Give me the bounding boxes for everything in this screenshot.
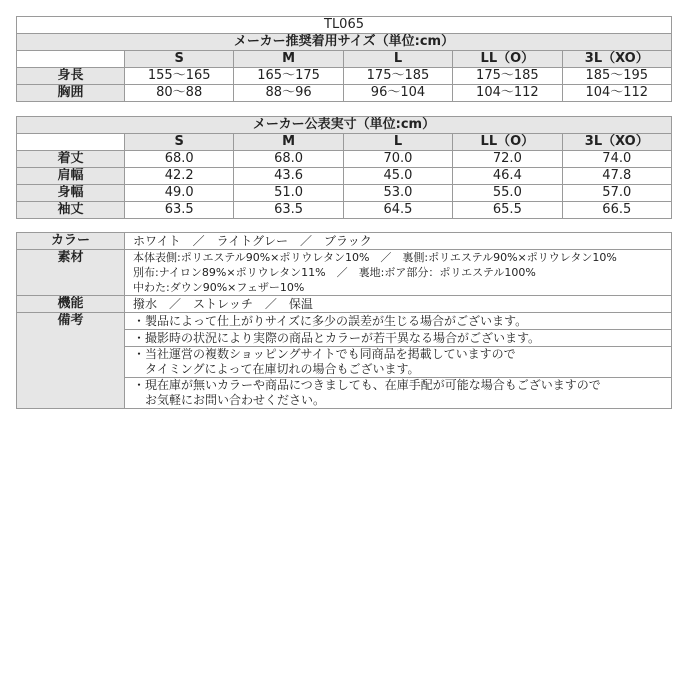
table-cell: 104〜112: [562, 85, 671, 102]
size-header: L: [343, 134, 452, 151]
table-cell: 68.0: [125, 151, 234, 168]
function-value: 撥水 ／ ストレッチ ／ 保温: [125, 296, 672, 313]
table-cell: 80〜88: [125, 85, 234, 102]
table-row: [17, 68, 672, 85]
table-row: [17, 168, 672, 185]
table-cell: 55.0: [453, 185, 562, 202]
material-line: 中わた:ダウン90%×フェザー10%: [133, 281, 305, 294]
actual-size-title: メーカー公表実寸（単位:cm）: [17, 117, 672, 134]
table-cell: 96〜104: [343, 85, 452, 102]
row-label: 備考: [17, 313, 125, 409]
row-label: 機能: [17, 296, 125, 313]
note-line: ・撮影時の状況により実際の商品とカラーが若干異なる場合がございます。: [133, 330, 541, 345]
note-item: [125, 313, 672, 330]
corner-cell: [17, 134, 125, 151]
row-label: 肩幅: [17, 168, 125, 185]
table-cell: 65.5: [453, 202, 562, 219]
product-code: TL065: [17, 17, 672, 34]
table-row: [17, 151, 672, 168]
table-cell: 88〜96: [234, 85, 343, 102]
recommended-size-table: [16, 16, 672, 102]
table-cell: 53.0: [343, 185, 452, 202]
actual-size-table: [16, 116, 672, 219]
table-cell: 63.5: [234, 202, 343, 219]
table-cell: 175〜185: [453, 68, 562, 85]
size-header: S: [125, 134, 234, 151]
note-line: タイミングによって在庫切れの場合もございます。: [133, 362, 420, 376]
table-row: [17, 185, 672, 202]
row-label: 着丈: [17, 151, 125, 168]
table-cell: 185〜195: [562, 68, 671, 85]
table-cell: 175〜185: [343, 68, 452, 85]
note-line: ・製品によって仕上がりサイズに多少の誤差が生じる場合がございます。: [133, 313, 528, 328]
table-cell: 72.0: [453, 151, 562, 168]
size-header: 3L（XO）: [562, 51, 671, 68]
note-item: [125, 347, 672, 378]
table-row: [17, 202, 672, 219]
spec-row-material: [17, 250, 672, 296]
table-cell: 45.0: [343, 168, 452, 185]
row-label: 身幅: [17, 185, 125, 202]
size-header: 3L（XO）: [562, 134, 671, 151]
row-label: 袖丈: [17, 202, 125, 219]
table-cell: 66.5: [562, 202, 671, 219]
spec-row-notes: [17, 313, 672, 330]
table-cell: 51.0: [234, 185, 343, 202]
note-item: [125, 378, 672, 409]
note-item: [125, 330, 672, 347]
spec-row-function: [17, 296, 672, 313]
table-cell: 42.2: [125, 168, 234, 185]
note-line: ・当社運営の複数ショッピングサイトでも同商品を掲載していますので: [133, 347, 516, 361]
row-label: カラー: [17, 233, 125, 250]
material-line: 別布:ナイロン89%×ポリウレタン11% ／ 裏地:ボア部分：ポリエステル100%: [133, 266, 536, 279]
material-line: 本体表側:ポリエステル90%×ポリウレタン10% ／ 裏側:ポリエステル90%×ポリウレタン10%: [133, 251, 617, 264]
corner-cell: [17, 51, 125, 68]
spec-row-color: [17, 233, 672, 250]
table-cell: 57.0: [562, 185, 671, 202]
recommended-size-title: メーカー推奨着用サイズ（単位:cm）: [17, 34, 672, 51]
table-cell: 46.4: [453, 168, 562, 185]
note-line: ・現在庫が無いカラーや商品につきましても、在庫手配が可能な場合もございますので: [133, 378, 601, 392]
size-header: M: [234, 51, 343, 68]
size-header: L: [343, 51, 452, 68]
table-cell: 68.0: [234, 151, 343, 168]
spec-table: [16, 232, 672, 409]
table-cell: 74.0: [562, 151, 671, 168]
size-header: M: [234, 134, 343, 151]
size-header: LL（O）: [453, 134, 562, 151]
size-header: S: [125, 51, 234, 68]
table-cell: 155〜165: [125, 68, 234, 85]
row-label: 胸囲: [17, 85, 125, 102]
color-value: ホワイト ／ ライトグレー ／ ブラック: [125, 233, 672, 250]
table-cell: 70.0: [343, 151, 452, 168]
size-header: LL（O）: [453, 51, 562, 68]
table-cell: 165〜175: [234, 68, 343, 85]
table-cell: 47.8: [562, 168, 671, 185]
table-cell: 64.5: [343, 202, 452, 219]
table-row: [17, 85, 672, 102]
table-cell: 49.0: [125, 185, 234, 202]
row-label: 身長: [17, 68, 125, 85]
table-cell: 104〜112: [453, 85, 562, 102]
note-line: お気軽にお問い合わせください。: [133, 393, 326, 407]
table-cell: 63.5: [125, 202, 234, 219]
material-value: [125, 250, 672, 296]
row-label: 素材: [17, 250, 125, 296]
table-cell: 43.6: [234, 168, 343, 185]
